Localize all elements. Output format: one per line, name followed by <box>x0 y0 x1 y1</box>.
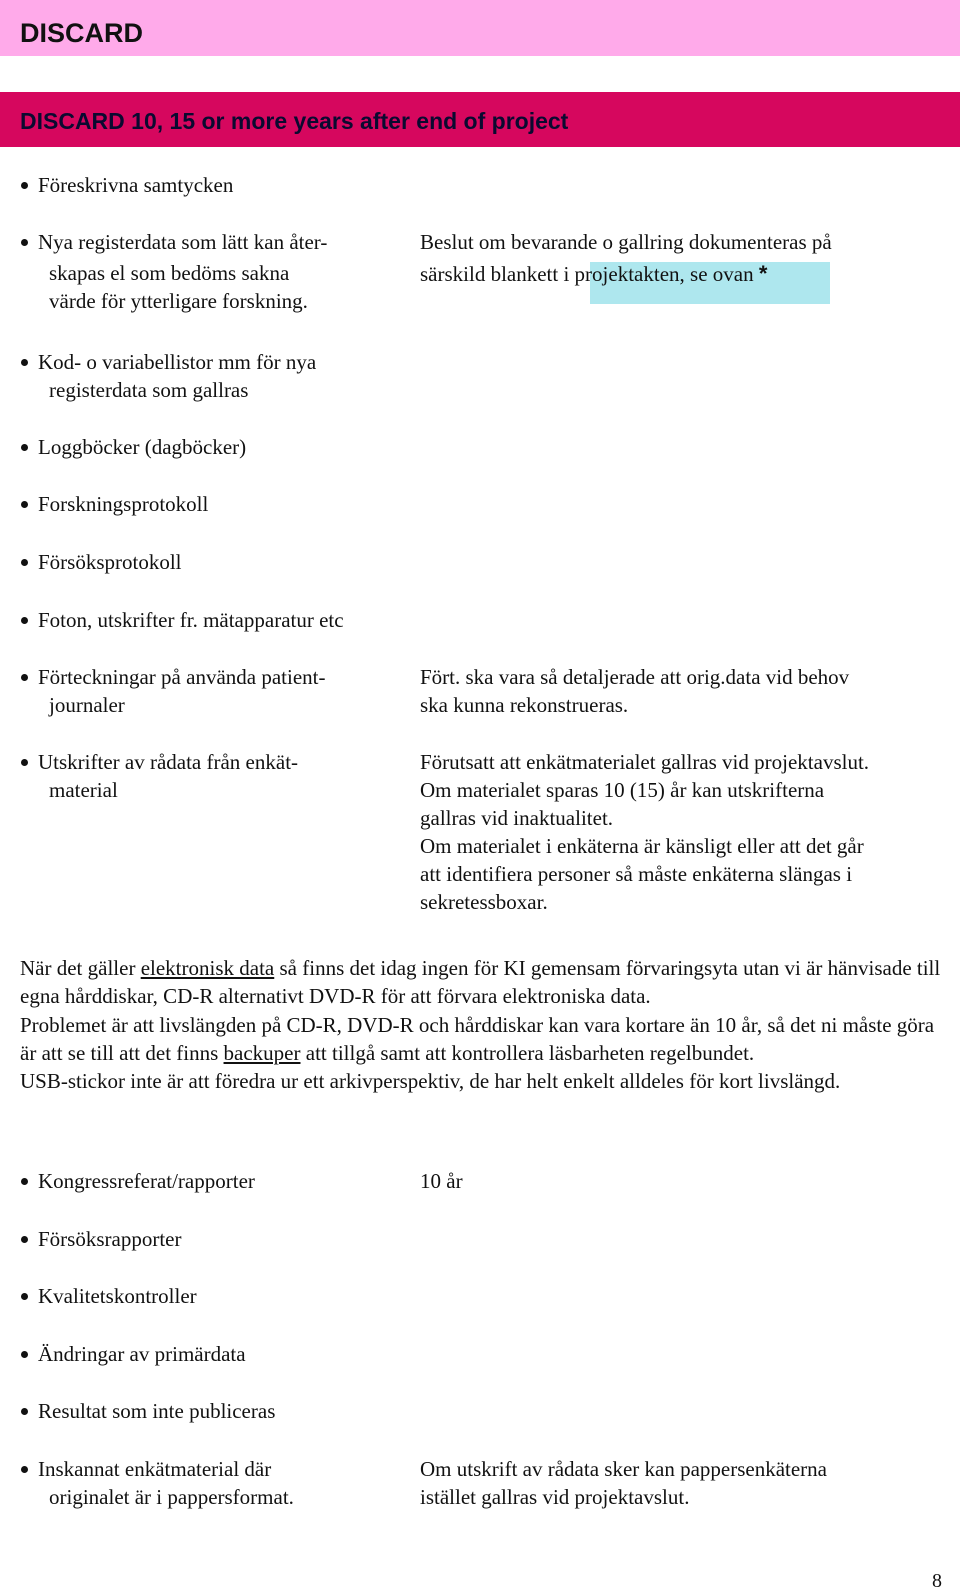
list-item-kongress: Kongressreferat/rapporter <box>38 1169 255 1193</box>
list-item-samtycken: Föreskrivna samtycken <box>38 173 234 197</box>
list-item-loggbocker: Loggböcker (dagböcker) <box>38 435 247 459</box>
note-beslut: Beslut om bevarande o gallring dokumenteras på särskild blankett i projektakten, se ovan * <box>420 230 832 286</box>
section-title: DISCARD 10, 15 or more years after end of project <box>20 108 569 134</box>
list-item-registerdata: Nya registerdata som lätt kan åter- skapas el som bedöms sakna värde för ytterligare forskning. <box>38 230 328 313</box>
note-utskrifter: Förutsatt att enkätmaterialet gallras vid projektavslut. Om materialet sparas 10 (15) år kan utskrifterna gallras vid inaktualitet. Om materialet i enkäterna är känsligt eller att det går att identifiera personer så måste enkäterna slängas i sekretessboxar. <box>420 750 870 914</box>
link-elektronisk-data: elektronisk data <box>140 956 275 980</box>
discard-subtitle-banner <box>0 92 960 147</box>
asterisk-icon: * <box>758 261 768 286</box>
link-backuper: backuper <box>223 1040 301 1065</box>
electronic-data-paragraph: När det gäller elektronisk data så finns det idag ingen för KI gemensam förvaringsyta utan vi är hänvisade till egna hårddiskar, CD-R alternativt DVD-R för att förvara elektroniska data. Problemet är att livslängden på CD-R, DVD-R och hårddiskar kan vara kortare än 10 år, så det ni måste göra är att se till att det finns backuper att tillgå samt att kontrollera läsbarheten regelbundet. USB-stickor inte är att föredra ur ett arkivperspektiv, de har helt enkelt alldeles för kort livslängd. <box>20 956 941 1094</box>
list-item-inskannat: Inskannat enkätmaterial där originalet är i pappersformat. <box>38 1457 294 1509</box>
list-item-kod: Kod- o variabellistor mm för nya registerdata som gallras <box>38 350 317 402</box>
list-item-kvalitet: Kvalitetskontroller <box>38 1284 197 1308</box>
list-item-resultat: Resultat som inte publiceras <box>38 1399 276 1423</box>
note-inskannat: Om utskrift av rådata sker kan pappersenkäterna istället gallras vid projektavslut. <box>420 1457 827 1509</box>
page-number: 8 <box>932 1570 942 1592</box>
list-item-foton: Foton, utskrifter fr. mätapparatur etc <box>38 608 344 632</box>
note-forteckningar: Fört. ska vara så detaljerade att orig.data vid behov ska kunna rekonstrueras. <box>420 665 850 717</box>
list-item-forteckningar: Förteckningar på använda patient- journaler <box>38 665 326 717</box>
list-item-forsoksprotokoll: Försöksprotokoll <box>38 550 182 574</box>
list-item-utskrifter: Utskrifter av rådata från enkät- material <box>38 750 299 802</box>
discard-banner <box>0 0 960 56</box>
list-item-forsoksrapporter: Försöksrapporter <box>38 1227 182 1251</box>
list-item-andringar: Ändringar av primärdata <box>38 1342 246 1366</box>
page-title: DISCARD <box>20 18 144 48</box>
note-kongress-years: 10 år <box>420 1169 463 1193</box>
list-item-forskningsprotokoll: Forskningsprotokoll <box>38 492 209 516</box>
